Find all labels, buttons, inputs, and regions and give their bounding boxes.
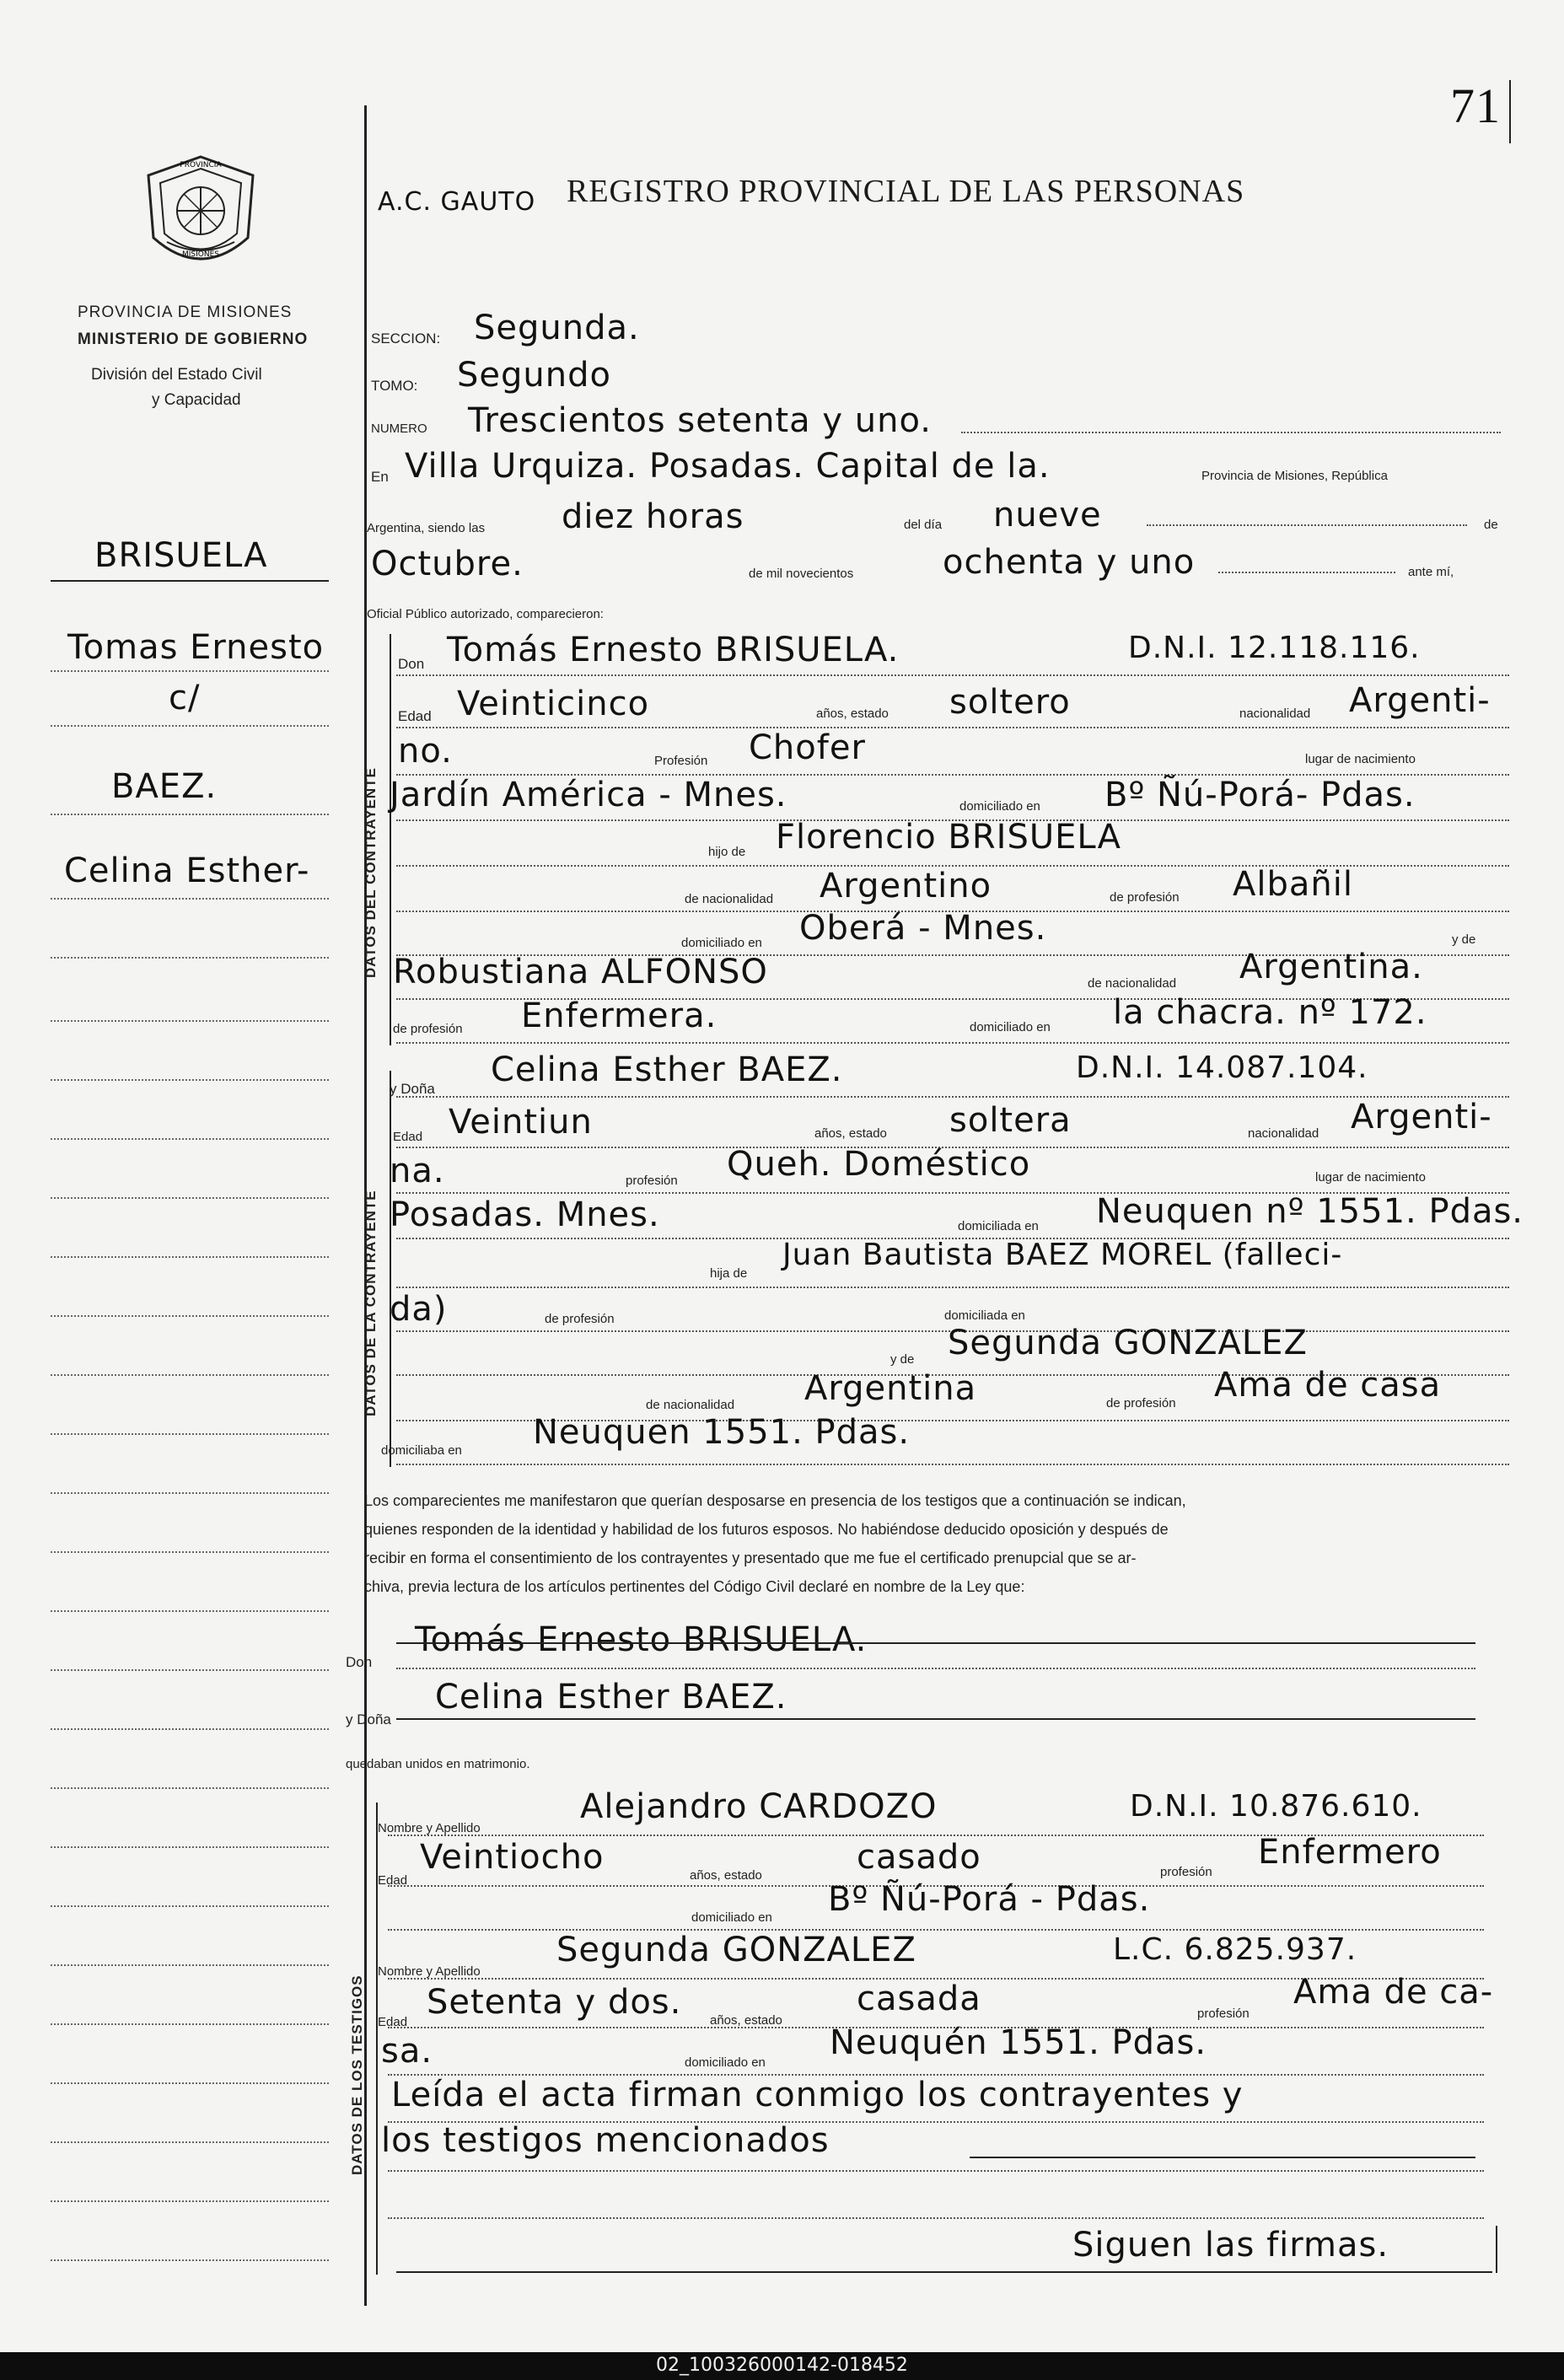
bride-hija-label: hija de bbox=[710, 1266, 748, 1281]
footer-id: 02_100326000142-018452 bbox=[656, 2355, 908, 2376]
de-label: de bbox=[1484, 518, 1498, 532]
place-value: Villa Urquiza. Posadas. Capital de la. bbox=[405, 447, 1051, 486]
left-header-province: PROVINCIA DE MISIONES bbox=[78, 304, 293, 321]
tomo-value: Segundo bbox=[457, 356, 611, 395]
groom-y-de: y de bbox=[1452, 932, 1476, 947]
bride-profesion-label: profesión bbox=[626, 1174, 678, 1188]
bride-name: Celina Esther BAEZ. bbox=[491, 1050, 843, 1089]
numero-value: Trescientos setenta y uno. bbox=[468, 401, 932, 440]
tomo-label: TOMO: bbox=[371, 378, 418, 394]
seccion-label: SECCION: bbox=[371, 330, 441, 347]
w2-estado-label: años, estado bbox=[710, 2013, 782, 2028]
closing-line1: Leída el acta firman conmigo los contrayentes y bbox=[391, 2076, 1244, 2114]
mes-value: Octubre. bbox=[371, 545, 524, 583]
signatures-note: Siguen las firmas. bbox=[1072, 2226, 1389, 2264]
w2-prof-label: profesión bbox=[1197, 2007, 1250, 2021]
w1-dom: Bº Ñú-Porá - Pdas. bbox=[828, 1880, 1151, 1919]
w1-estado-label: años, estado bbox=[690, 1868, 762, 1883]
bride-domicilio-label: domiciliada en bbox=[958, 1219, 1039, 1233]
anio-value: ochenta y uno bbox=[943, 543, 1196, 582]
left-header-capacidad: y Capacidad bbox=[152, 391, 241, 409]
groom-estado: soltero bbox=[949, 683, 1071, 722]
footer-bar bbox=[0, 2352, 1564, 2380]
groom-domicilio: Bº Ñú-Porá- Pdas. bbox=[1104, 776, 1416, 814]
horas-value: diez horas bbox=[562, 497, 744, 536]
w2-dom-label: domiciliado en bbox=[685, 2055, 766, 2070]
section-label-groom: DATOS DEL CONTRAYENTE bbox=[363, 767, 379, 978]
provincia-text: Provincia de Misiones, República bbox=[1201, 469, 1388, 483]
bride-nac-a: Argenti- bbox=[1351, 1098, 1492, 1136]
groom-nac-label: nacionalidad bbox=[1239, 706, 1311, 721]
left-header-ministry: MINISTERIO DE GOBIERNO bbox=[78, 330, 309, 348]
del-dia-label: del día bbox=[904, 518, 943, 532]
w1-doc: D.N.I. 10.876.610. bbox=[1130, 1789, 1422, 1824]
bride-padre-dom-label: domiciliada en bbox=[944, 1308, 1025, 1323]
bride-estado-label: años, estado bbox=[814, 1126, 887, 1141]
bride-padre: Juan Bautista BAEZ MOREL (falleci- bbox=[782, 1238, 1343, 1272]
argentina-text: Argentina, siendo las bbox=[367, 521, 486, 535]
bride-y-de: y de bbox=[890, 1352, 915, 1367]
mil-label: de mil novecientos bbox=[749, 567, 854, 581]
w2-estado: casada bbox=[857, 1980, 981, 2018]
bride-nac-label: nacionalidad bbox=[1248, 1126, 1319, 1141]
groom-padre-nac-label: de nacionalidad bbox=[685, 892, 774, 906]
declaration-don: Tomás Ernesto BRISUELA. bbox=[415, 1620, 868, 1659]
w2-prof-a: Ama de ca- bbox=[1293, 1973, 1494, 2012]
groom-madre-prof: Enfermera. bbox=[521, 997, 718, 1035]
bride-padre-prof-label: de profesión bbox=[545, 1312, 615, 1326]
page-number-rule bbox=[1509, 80, 1511, 143]
groom-domicilio-label: domiciliado en bbox=[959, 799, 1040, 814]
groom-madre-dom-label: domiciliado en bbox=[970, 1020, 1051, 1034]
bride-lugar-label: lugar de nacimiento bbox=[1315, 1170, 1426, 1185]
declaration-line1: Los comparecientes me manifestaron que querían desposarse en presencia de los testigos que a continuación se indican, bbox=[364, 1492, 1186, 1509]
groom-madre-nac-label: de nacionalidad bbox=[1088, 976, 1177, 991]
w2-name: Segunda GONZALEZ bbox=[556, 1931, 916, 1969]
w1-dom-label: domiciliado en bbox=[691, 1910, 772, 1925]
bride-estado: soltera bbox=[949, 1101, 1072, 1140]
w2-nombre-label: Nombre y Apellido bbox=[378, 1964, 481, 1979]
bride-dni: D.N.I. 14.087.104. bbox=[1076, 1050, 1368, 1085]
w2-prof-b: sa. bbox=[381, 2032, 433, 2071]
left-header-division: División del Estado Civil bbox=[91, 366, 262, 384]
bride-edad-label: Edad bbox=[393, 1130, 423, 1144]
bride-profesion: Queh. Doméstico bbox=[727, 1145, 1031, 1184]
declaration-line4: chiva, previa lectura de los artículos pertinentes del Código Civil declaré en nombre de la Ley que: bbox=[364, 1578, 1025, 1595]
bride-dona-label: y Doña bbox=[390, 1081, 435, 1097]
bride-padre-b: da) bbox=[390, 1290, 448, 1329]
groom-madre-nac: Argentina. bbox=[1239, 948, 1423, 986]
declaration-dona-label: y Doña bbox=[346, 1711, 391, 1727]
margin-names-groom: Tomas Ernesto bbox=[67, 628, 325, 667]
groom-hijo-label: hijo de bbox=[708, 845, 746, 859]
groom-don-label: Don bbox=[398, 656, 425, 672]
svg-text:MISIONES: MISIONES bbox=[181, 250, 220, 259]
svg-text:PROVINCIA: PROVINCIA bbox=[180, 161, 222, 169]
provincial-seal bbox=[142, 153, 260, 280]
groom-madre: Robustiana ALFONSO bbox=[393, 953, 768, 991]
bride-nac-b: na. bbox=[390, 1152, 445, 1190]
ante-mi-label: ante mí, bbox=[1408, 565, 1454, 579]
groom-estado-label: años, estado bbox=[816, 706, 889, 721]
w1-estado: casado bbox=[857, 1838, 981, 1877]
w1-edad-label: Edad bbox=[378, 1873, 408, 1888]
w1-name: Alejandro CARDOZO bbox=[580, 1787, 938, 1826]
groom-dni: D.N.I. 12.118.116. bbox=[1128, 631, 1421, 665]
w1-nombre-label: Nombre y Apellido bbox=[378, 1821, 481, 1835]
groom-padre-prof: Albañil bbox=[1233, 865, 1353, 904]
bride-madre-dom-label: domiciliaba en bbox=[381, 1443, 462, 1458]
bride-madre-prof-label: de profesión bbox=[1106, 1396, 1176, 1410]
margin-surname-bride: BAEZ. bbox=[111, 767, 218, 806]
w2-edad-label: Edad bbox=[378, 2015, 408, 2029]
groom-lugar: Jardín América - Mnes. bbox=[390, 776, 787, 814]
groom-padre-dom-label: domiciliado en bbox=[681, 936, 762, 950]
w1-prof-label: profesión bbox=[1160, 1865, 1212, 1879]
margin-connector: c/ bbox=[169, 679, 201, 717]
closing-line2: los testigos mencionados bbox=[381, 2121, 830, 2160]
bride-edad: Veintiun bbox=[449, 1103, 593, 1142]
w2-doc: L.C. 6.825.937. bbox=[1113, 1932, 1357, 1967]
en-label: En bbox=[371, 469, 389, 485]
section-label-bride: DATOS DE LA CONTRAYENTE bbox=[363, 1190, 379, 1416]
page-number: 71 bbox=[1450, 78, 1501, 133]
bride-madre-dom: Neuquen 1551. Pdas. bbox=[533, 1413, 911, 1452]
bride-madre-prof: Ama de casa bbox=[1214, 1366, 1442, 1405]
w2-edad: Setenta y dos. bbox=[427, 1983, 682, 2022]
seccion-value: Segunda. bbox=[474, 309, 640, 347]
bride-madre-nac-label: de nacionalidad bbox=[646, 1398, 735, 1412]
w1-edad: Veintiocho bbox=[420, 1838, 605, 1877]
declaration-dona: Celina Esther BAEZ. bbox=[435, 1678, 787, 1717]
section-label-witnesses: DATOS DE LOS TESTIGOS bbox=[349, 1974, 365, 2175]
groom-madre-prof-label: de profesión bbox=[393, 1022, 463, 1036]
bride-madre: Segunda GONZALEZ bbox=[948, 1324, 1308, 1362]
declaration-don-label: Don bbox=[346, 1654, 373, 1670]
groom-madre-dom: la chacra. nº 172. bbox=[1113, 993, 1427, 1032]
declaration-line2: quienes responden de la identidad y habilidad de los futuros esposos. No habiéndose deducido oposición y después de bbox=[364, 1521, 1169, 1538]
groom-lugar-label: lugar de nacimiento bbox=[1305, 752, 1416, 766]
bride-madre-nac: Argentina bbox=[804, 1369, 977, 1408]
margin-names-bride: Celina Esther- bbox=[64, 852, 310, 890]
groom-padre-dom: Oberá - Mnes. bbox=[799, 909, 1047, 948]
margin-surname-groom: BRISUELA bbox=[94, 536, 268, 575]
groom-nac-b: no. bbox=[398, 732, 453, 771]
groom-name: Tomás Ernesto BRISUELA. bbox=[447, 631, 900, 669]
bride-lugar: Posadas. Mnes. bbox=[390, 1195, 660, 1234]
declaration-line3: recibir en forma el consentimiento de los contrayentes y presentado que me fue el certificado prenupcial que se ar- bbox=[364, 1550, 1137, 1566]
header-title: REGISTRO PROVINCIAL DE LAS PERSONAS bbox=[567, 174, 1245, 209]
dia-value: nueve bbox=[993, 496, 1102, 535]
groom-nac-a: Argenti- bbox=[1349, 681, 1491, 720]
groom-edad: Veinticinco bbox=[457, 685, 650, 723]
w1-prof: Enfermero bbox=[1258, 1833, 1442, 1872]
groom-padre-nac: Argentino bbox=[820, 867, 992, 905]
declaration-unidos: quedaban unidos en matrimonio. bbox=[346, 1757, 530, 1771]
groom-padre-prof-label: de profesión bbox=[1110, 890, 1180, 905]
groom-profesion: Chofer bbox=[749, 728, 866, 767]
groom-edad-label: Edad bbox=[398, 708, 432, 724]
groom-profesion-label: Profesión bbox=[654, 754, 708, 768]
oficial-text: Oficial Público autorizado, comparecieron: bbox=[367, 607, 604, 621]
groom-padre: Florencio BRISUELA bbox=[776, 818, 1121, 857]
numero-label: NUMERO bbox=[371, 422, 427, 436]
annotation-gauto: A.C. GAUTO bbox=[378, 187, 536, 217]
w2-dom: Neuquén 1551. Pdas. bbox=[830, 2023, 1207, 2062]
bride-domicilio: Neuquen nº 1551. Pdas. bbox=[1096, 1192, 1524, 1231]
